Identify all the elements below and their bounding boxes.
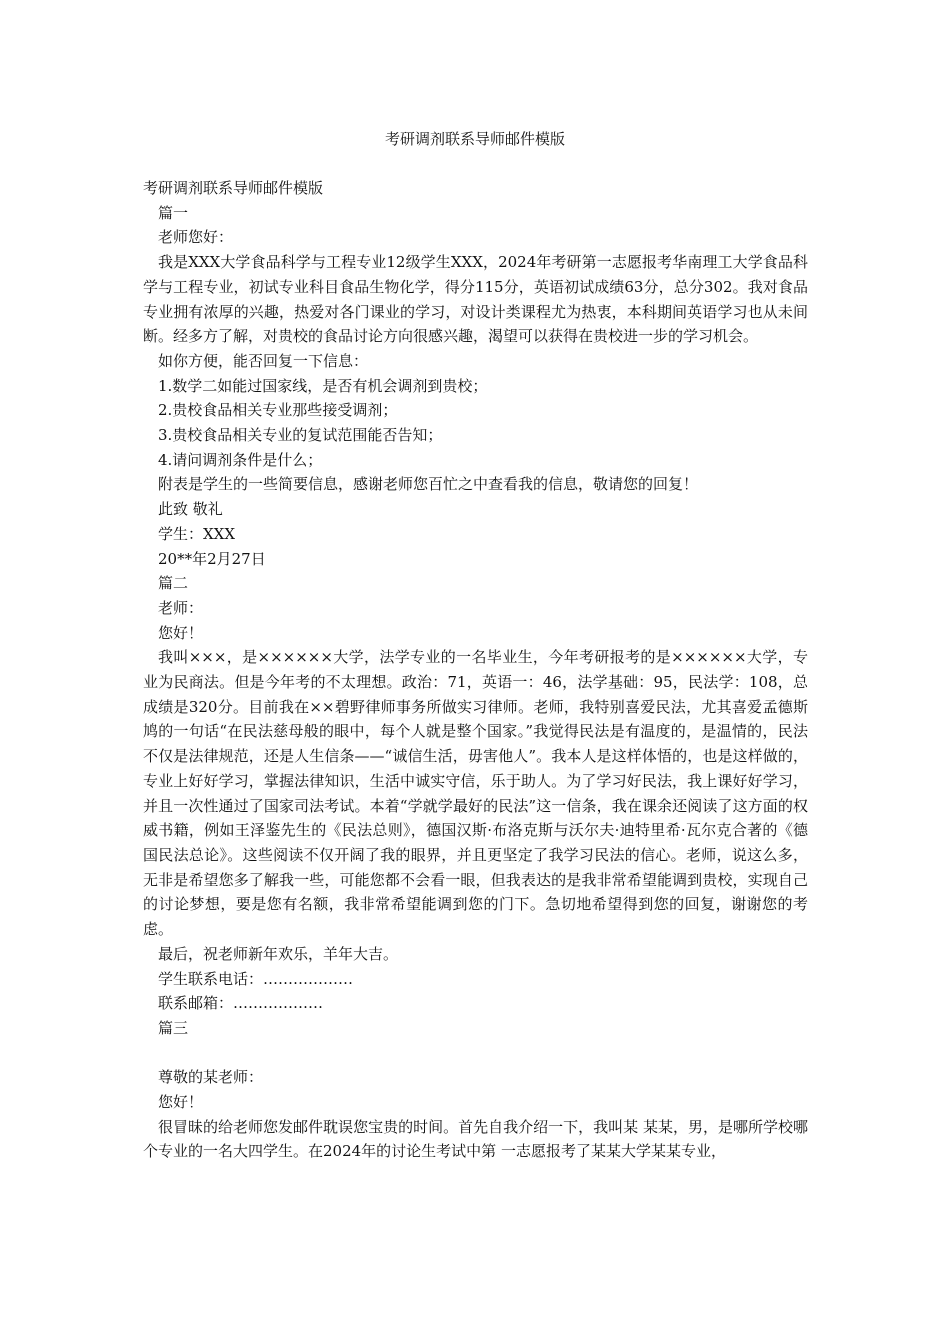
part-label: 篇三 (158, 1018, 189, 1037)
body-heading: 考研调剂联系导师邮件模版 (143, 179, 324, 197)
request-line: 如你方便，能否回复一下信息： (158, 351, 369, 370)
blank-line (143, 1041, 808, 1066)
greeting: 老师： (158, 598, 204, 617)
phone-line: 学生联系电话：……………… (158, 969, 354, 988)
greeting: 尊敬的某老师： (158, 1068, 264, 1087)
paragraph: 我是XXX大学食品科学与工程专业12级学生XXX，2024年考研第一志愿报考华南理工大学食品科学与工程专业，初试专业科目食品生物化学，得分115分，英语初试成绩63分，总分302。我对食品专业拥有浓厚的兴趣，热爱对各门课业的学习，对设计类课程尤为热衷，本科期间英语学习也从未间断。经多方了解，对贵校的食品讨论方向很感兴趣，渴望可以获得在贵校进一步的学习机会。 (143, 253, 808, 346)
document-title: 考研调剂联系导师邮件模版 (384, 130, 565, 148)
greeting: 老师您好： (158, 228, 234, 247)
part-label: 篇一 (158, 203, 189, 222)
document-body (143, 176, 808, 1164)
question-item: 4.请问调剂条件是什么； (158, 450, 323, 469)
date-line: 20**年2月27日 (158, 549, 266, 568)
signature-line: 学生：XXX (158, 524, 236, 543)
wish-line: 最后，祝老师新年欢乐，羊年大吉。 (158, 944, 399, 963)
paragraph: 我叫×××，是××××××大学，法学专业的一名毕业生，今年考研报考的是××××××大学，专业为民商法。但是今年考的不太理想。政治：71，英语一：46，法学基础：95，民法学：108，总成绩是320分。目前我在××碧野律师事务所做实习律师。老师，我特别喜爱民法，尤其喜爱孟德斯鸠的一句话“在民法慈母般的眼中，每个人就是整个国家。”我觉得民法是有温度的，是温情的，民法不仅是法律规范，还是人生信条——“诚信生活，毋害他人”。我本人是这样体悟的，也是这样做的，专业上好好学习，掌握法律知识，生活中诚实守信，乐于助人。为了学习好民法，我上课好好学习，并且一次性通过了国家司法考试。本着“学就学最好的民法”这一信条，我在课余还阅读了这方面的权威书籍，例如王泽鉴先生的《民法总则》，德国汉斯·布洛克斯与沃尔夫·迪特里希·瓦尔克合著的《德国民法总论》。这些阅读不仅开阔了我的眼界，并且更坚定了我学习民法的信心。老师，说这么多，无非是希望您多了解我一些，可能您都不会看一眼，但我表达的是我非常希望能调到贵校，实现自己的讨论梦想，要是您有名额，我非常希望能调到您的门下。急切地希望得到您的回复，谢谢您的考虑。 (143, 648, 808, 939)
paragraph: 很冒昧的给老师您发邮件耽误您宝贵的时间。首先自我介绍一下，我叫某 某某，男，是哪所学校哪个专业的一名大四学生。在2024年的讨论生考试中第 一志愿报考了某某大学某某专业， (143, 1117, 808, 1161)
closing-line: 附表是学生的一些简要信息，感谢老师您百忙之中查看我的信息，敬请您的回复！ (158, 475, 699, 494)
question-item: 2.贵校食品相关专业那些接受调剂； (158, 401, 398, 420)
hello-line: 您好！ (158, 1093, 204, 1111)
question-item: 3.贵校食品相关专业的复试范围能否告知； (158, 426, 443, 445)
hello-line: 您好！ (158, 623, 204, 642)
email-line: 联系邮箱：……………… (158, 994, 324, 1013)
question-item: 1.数学二如能过国家线，是否有机会调剂到贵校； (158, 376, 488, 395)
salute-line: 此致 敬礼 (158, 500, 223, 519)
part-label: 篇二 (158, 574, 189, 593)
